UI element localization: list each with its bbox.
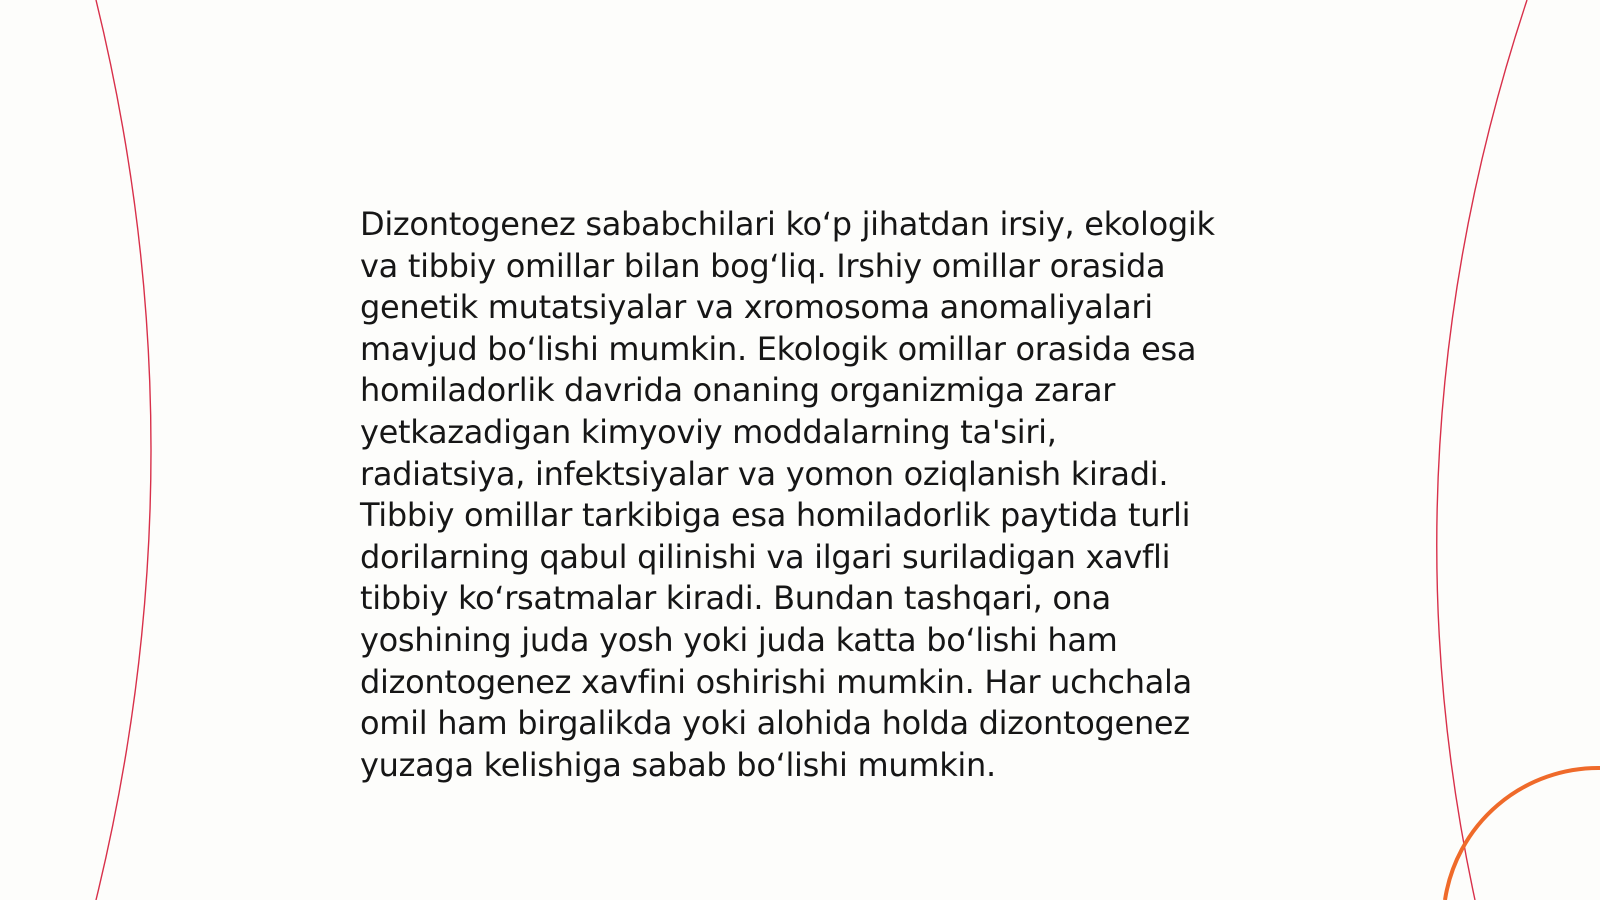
left-curve-line: [96, 0, 151, 900]
orange-accent-arc: [1445, 768, 1600, 900]
body-text: Dizontogenez sababchilari ko‘p jihatdan irsiy, ekologik va tibbiy omillar bilan bog‘liq. Irshiy omillar orasida genetik mutatsiyalar va xromosoma anomaliyalari mavjud bo‘lishi mumkin. Ekologik omillar orasida esa homiladorlik davrida onaning organizmiga zarar yetkazadigan kimyoviy moddalarning ta'siri, radiatsiya, infektsiyalar va yomon oziqlanish kiradi. Tibbiy omillar tarkibiga esa homiladorlik paytida turli dorilarning qabul qilinishi va ilgari suriladigan xavfli tibbiy ko‘rsatmalar kiradi. Bundan tashqari, ona yoshining juda yosh yoki juda katta bo‘lishi ham dizontogenez xavfini oshirishi mumkin. Har uchchala omil ham birgalikda yoki alohida holda dizontogenez yuzaga kelishiga sabab bo‘lishi mumkin.: [360, 205, 1215, 784]
right-curve-line: [1437, 0, 1527, 900]
